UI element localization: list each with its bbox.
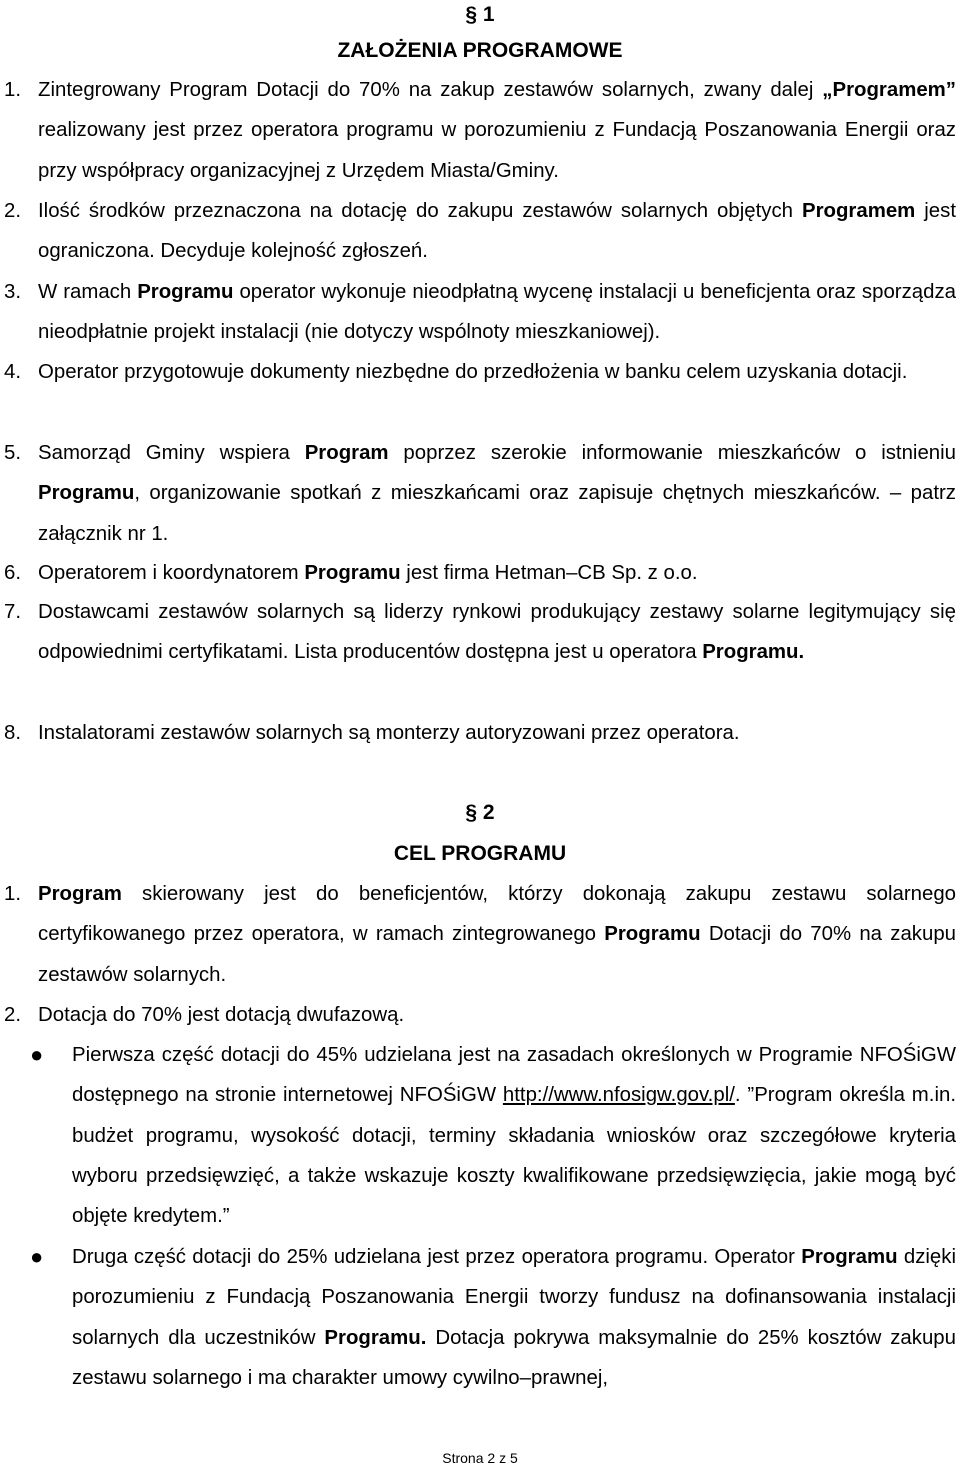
text-run: skierowany jest do beneficjentów, którzy dokonają zakupu zestawu solarnego certyfikowanego przez operatora, w ramach zintegrowanego xyxy=(38,883,956,946)
item-number: 6. xyxy=(4,562,22,584)
text-run: , organizowanie spotkań z mieszkańcami oraz zapisuje chętnych mieszkańców. – patrz załącznik nr 1. xyxy=(38,482,956,545)
s2-bullet-2 xyxy=(30,1237,956,1398)
bold-text-run: Programu xyxy=(137,281,234,303)
section-2-mark: § 2 xyxy=(465,801,495,824)
text-run: Operatorem i koordynatorem xyxy=(38,562,305,584)
s1-item-4 xyxy=(4,352,956,392)
s1-item-6 xyxy=(4,553,956,593)
bold-text-run: Programu. xyxy=(324,1326,427,1349)
item-text xyxy=(38,70,956,191)
item-text xyxy=(38,433,956,554)
s1-item-2 xyxy=(4,191,956,272)
item-number: 2. xyxy=(4,1004,22,1026)
s1-item-5 xyxy=(4,433,956,554)
text-run: Dotacja do 70% jest dotacją dwufazową. xyxy=(38,1004,405,1026)
bullet-text xyxy=(72,1237,956,1398)
text-run: realizowany jest przez operatora programu w porozumieniu z Fundacją Poszanowania Energii oraz przy współpracy organizacyjnej z Urzędem Miasta/Gminy. xyxy=(38,119,956,182)
text-run: Operator przygotowuje dokumenty niezbędne do przedłożenia w banku celem uzyskania dotacji. xyxy=(38,361,908,383)
text-run: Samorząd Gminy wspiera xyxy=(38,442,305,464)
item-text xyxy=(38,874,956,995)
text-run: . ”Program określa m.in. budżet programu, wysokość dotacji, terminy składania wniosków oraz szczegółowe kryteria wyboru przedsięwzięć, a także wskazuje koszty kwalifikowane przedsięwzięcia, jakie mogą być objęte kredytem.” xyxy=(72,1084,956,1228)
item-number: 1. xyxy=(4,883,22,905)
text-run: Zintegrowany Program Dotacji do 70% na zakup zestawów solarnych, zwany dalej xyxy=(38,79,823,101)
text-run: Dotacji do 70% na zakupu zestawów solarnych. xyxy=(38,923,957,986)
item-text xyxy=(38,995,956,1035)
text-run: W ramach xyxy=(38,281,138,303)
text-run: Dostawcami zestawów solarnych są liderzy rynkowi produkujący zestawy solarne legitymujący się odpowiednimi certyfikatami. Lista producentów dostępna jest u operatora xyxy=(38,601,956,664)
s1-item-3 xyxy=(4,272,956,353)
s2-item-2 xyxy=(4,995,956,1035)
text-run: jest ograniczona. Decyduje kolejność zgłoszeń. xyxy=(38,200,956,263)
page-footer: Strona 2 z 5 xyxy=(442,1450,518,1466)
bullet-icon: ● xyxy=(30,1042,44,1067)
text-run: jest firma Hetman–CB Sp. z o.o. xyxy=(400,562,698,584)
bold-text-run: Programu. xyxy=(702,641,805,664)
item-number: 3. xyxy=(4,281,22,303)
text-run: Instalatorami zestawów solarnych są monterzy autoryzowani przez operatora. xyxy=(38,722,740,744)
s2-item-1 xyxy=(4,874,956,995)
text-run: operator wykonuje nieodpłatną wycenę instalacji u beneficjenta oraz sporządza nieodpłatnie projekt instalacji (nie dotyczy wspólnoty mieszkaniowej). xyxy=(38,281,956,344)
s1-item-1 xyxy=(4,70,956,191)
item-text xyxy=(38,352,956,392)
s2-bullet-1 xyxy=(30,1035,956,1236)
s1-item-7 xyxy=(4,592,956,673)
text-run: Druga część dotacji do 25% udzielana jest przez operatora programu. Operator xyxy=(72,1246,802,1268)
bold-text-run: Programu xyxy=(38,482,135,505)
bold-text-run: Programu xyxy=(604,923,701,946)
item-number: 8. xyxy=(4,722,22,744)
section-1-mark: § 1 xyxy=(465,3,495,26)
item-number: 5. xyxy=(4,442,22,464)
item-text xyxy=(38,592,956,673)
section-1-heading: ZAŁOŻENIA PROGRAMOWE xyxy=(337,39,623,62)
link-text[interactable]: http://www.nfosigw.gov.pl/ xyxy=(502,1084,735,1107)
item-number: 1. xyxy=(4,79,22,101)
text-run: Ilość środków przeznaczona na dotację do zakupu zestawów solarnych objętych xyxy=(38,200,802,222)
item-text xyxy=(38,553,956,593)
bold-text-run: „Programem” xyxy=(822,79,956,101)
text-run: Dotacja pokrywa maksymalnie do 25% kosztów zakupu zestawu solarnego i ma charakter umowy cywilno–prawnej, xyxy=(72,1326,956,1389)
item-text xyxy=(38,191,956,272)
item-number: 4. xyxy=(4,361,22,383)
bold-text-run: Program xyxy=(38,883,122,905)
bold-text-run: Programu xyxy=(801,1246,898,1268)
item-number: 2. xyxy=(4,200,22,222)
bold-text-run: Program xyxy=(304,442,389,464)
item-text xyxy=(38,713,956,753)
item-text xyxy=(38,272,956,353)
text-run: poprzez szerokie informowanie mieszkańców o istnieniu xyxy=(388,442,957,464)
item-number: 7. xyxy=(4,601,22,623)
text-run: Pierwsza część dotacji do 45% udzielana jest na zasadach określonych w Programie NFOŚiGW dostępnego na stronie internetowej NFOŚiGW xyxy=(72,1044,956,1107)
text-run: dzięki porozumieniu z Fundacją Poszanowania Energii tworzy fundusz na dofinansowania instalacji solarnych dla uczestników xyxy=(72,1246,957,1349)
bold-text-run: Programem xyxy=(801,200,916,222)
section-2-heading: CEL PROGRAMU xyxy=(393,842,567,865)
s1-item-8 xyxy=(4,713,956,753)
bullet-icon: ● xyxy=(30,1244,44,1269)
bullet-text xyxy=(72,1035,956,1236)
bold-text-run: Programu xyxy=(304,562,401,584)
